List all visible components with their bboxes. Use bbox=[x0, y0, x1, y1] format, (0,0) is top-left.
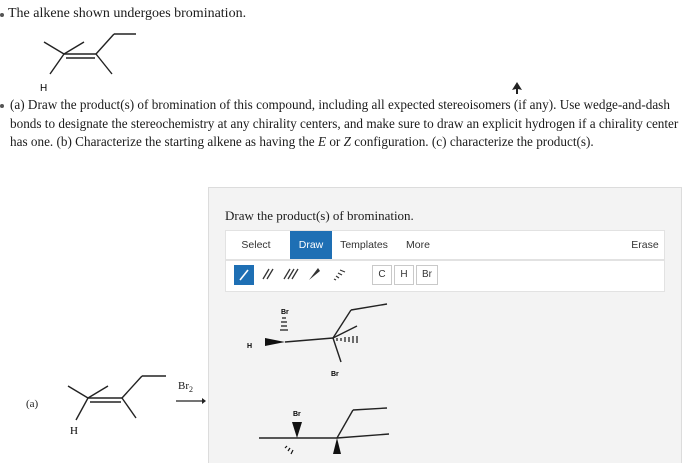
single-bond-button[interactable] bbox=[234, 265, 254, 285]
question-title: The alkene shown undergoes bromination. bbox=[8, 6, 247, 21]
cursor-icon bbox=[512, 82, 522, 94]
triple-bond-button[interactable] bbox=[280, 265, 300, 285]
tab-draw[interactable]: Draw bbox=[290, 231, 332, 259]
single-bond-icon bbox=[235, 266, 253, 284]
erase-button[interactable]: Erase bbox=[631, 239, 659, 251]
atom-label: Br bbox=[293, 411, 301, 418]
tab-select[interactable]: Select bbox=[241, 239, 271, 251]
drawing-canvas[interactable] bbox=[229, 298, 429, 463]
atom-label: Br bbox=[331, 371, 339, 378]
draw-toolbar bbox=[225, 260, 665, 292]
main-toolbar bbox=[225, 230, 665, 260]
reagent-label: $Br_2$ bbox=[178, 380, 193, 395]
drawing-widget bbox=[208, 187, 682, 463]
dash-bond-button[interactable] bbox=[328, 265, 348, 285]
reactant-structure bbox=[62, 364, 172, 440]
dash-bond-icon bbox=[329, 265, 347, 283]
wedge-bond-button[interactable] bbox=[304, 265, 324, 285]
question-instructions: (a) Draw the product(s) of bromination of this compound, including all expected stereoisomers (if any). Use wedge-and-dash bonds to designate the stereochemistry at any chirality centers, and make sure to draw an explicit hydrogen if a chirality center has one. (b) Characterize the starting alkene as having the E or Z configuration. (c) characterize the product(s). bbox=[10, 97, 679, 149]
triple-bond-icon bbox=[281, 265, 299, 283]
tab-more[interactable]: More bbox=[406, 239, 430, 251]
atom-label: H bbox=[247, 343, 253, 350]
double-bond-icon bbox=[259, 265, 277, 283]
bullet-icon bbox=[0, 13, 4, 17]
reaction-arrow-icon bbox=[176, 396, 206, 406]
wedge-bond-icon bbox=[305, 265, 323, 283]
alkene-structure bbox=[40, 28, 150, 98]
bullet-icon bbox=[0, 104, 4, 108]
atom-label: Br bbox=[281, 309, 289, 316]
tab-templates[interactable]: Templates bbox=[340, 239, 388, 251]
carbon-button[interactable]: C bbox=[372, 265, 392, 285]
hydrogen-button[interactable]: H bbox=[394, 265, 414, 285]
widget-title: Draw the product(s) of bromination. bbox=[225, 208, 414, 223]
double-bond-button[interactable] bbox=[258, 265, 278, 285]
bromine-button[interactable]: Br bbox=[416, 265, 438, 285]
reactant-h-label: H bbox=[70, 425, 78, 437]
part-label: (a) bbox=[26, 398, 39, 410]
alkene-h-label: H bbox=[40, 83, 48, 94]
